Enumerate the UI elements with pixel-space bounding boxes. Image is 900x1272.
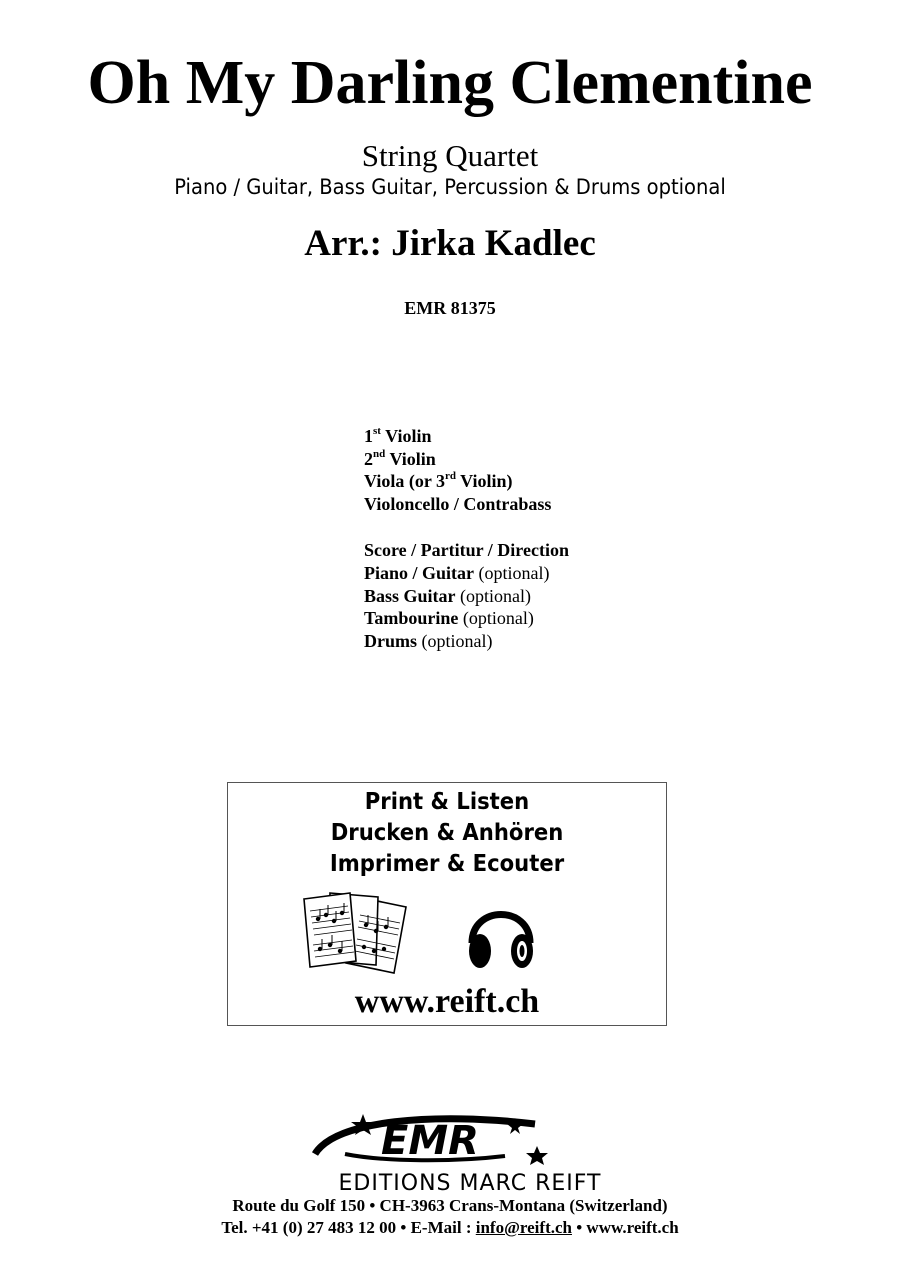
promo-url[interactable]: www.reift.ch [354, 983, 540, 1020]
subtitle: String Quartet [361, 138, 539, 173]
part-drums: Drums (optional) [364, 630, 493, 651]
logo-text: EMR [381, 1118, 479, 1164]
part-score: Score / Partitur / Direction [364, 540, 569, 561]
emr-logo [305, 1110, 625, 1194]
promo-line-fr: Imprimer & Ecouter [329, 851, 565, 877]
web-link[interactable]: • www.reift.ch [571, 1218, 679, 1237]
title: Oh My Darling Clementine [87, 49, 813, 117]
part-viola: Viola (or 3rd Violin) [364, 470, 513, 492]
arranger: Arr.: Jirka Kadlec [304, 223, 596, 264]
tel-label: Tel. +41 (0) 27 483 12 00 • E-Mail : [221, 1218, 476, 1237]
part-violin-1: 1st Violin [364, 425, 432, 446]
sheet-music-icon [300, 889, 412, 975]
catalog-number: EMR 81375 [404, 298, 496, 318]
part-piano-guitar: Piano / Guitar (optional) [364, 562, 550, 583]
promo-line-de: Drucken & Anhören [330, 820, 564, 846]
email-link[interactable]: info@reift.ch [475, 1218, 572, 1237]
part-violoncello: Violoncello / Contrabass [364, 493, 552, 514]
part-tambourine: Tambourine (optional) [364, 608, 534, 629]
parts-list [364, 425, 569, 652]
part-violin-2: 2nd Violin [364, 447, 436, 469]
part-bass-guitar: Bass Guitar (optional) [364, 585, 531, 606]
promo-line-en: Print & Listen [364, 789, 530, 815]
print-listen-box [227, 782, 667, 1026]
instrumentation-note: Piano / Guitar, Bass Guitar, Percussion & Drums optional [174, 175, 726, 199]
publisher-contact [0, 1218, 900, 1238]
publisher-name: EDITIONS MARC REIFT [338, 1171, 602, 1194]
headphones-icon [464, 895, 538, 973]
publisher-address: Route du Golf 150 • CH-3963 Crans-Montana (Switzerland) [232, 1196, 668, 1215]
